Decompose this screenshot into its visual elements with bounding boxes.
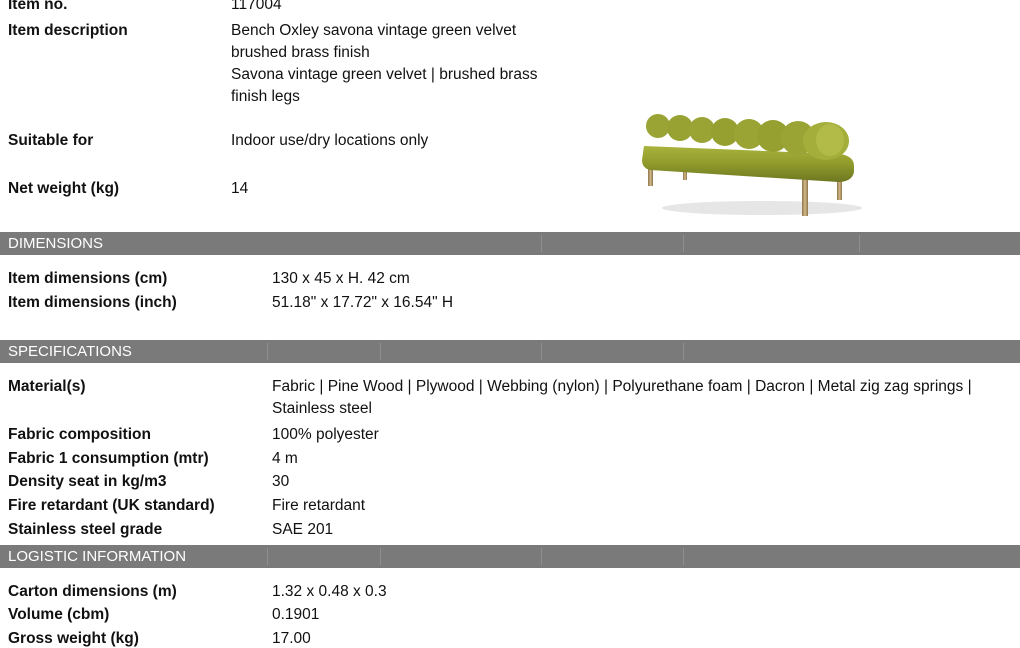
logistic-label: Carton dimensions (m)	[8, 583, 177, 600]
spec-value: 100% polyester	[272, 426, 379, 443]
bar-divider	[859, 235, 860, 252]
bench-product-image	[632, 104, 872, 224]
bar-divider	[541, 343, 542, 360]
section-title: LOGISTIC INFORMATION	[8, 548, 187, 565]
item-no-value: 117004	[231, 0, 282, 13]
spec-label: Stainless steel grade	[8, 521, 163, 538]
material-label: Material(s)	[8, 378, 86, 395]
dimension-label: Item dimensions (inch)	[8, 294, 177, 311]
dimension-label: Item dimensions (cm)	[8, 270, 168, 287]
section-bar-logistic	[0, 545, 1020, 568]
net-weight-label: Net weight (kg)	[8, 180, 120, 197]
spec-value: SAE 201	[272, 521, 334, 538]
logistic-value: 17.00	[272, 630, 311, 647]
spec-label: Fabric composition	[8, 426, 151, 443]
spec-value: Fire retardant	[272, 497, 366, 514]
net-weight-value: 14	[231, 180, 249, 197]
bar-divider	[683, 343, 684, 360]
bar-divider	[380, 343, 381, 360]
description-line: brushed brass finish	[231, 44, 370, 61]
section-title: SPECIFICATIONS	[8, 343, 132, 360]
section-title: DIMENSIONS	[8, 235, 104, 252]
section-bar-dimensions	[0, 232, 1020, 255]
bar-divider	[683, 235, 684, 252]
spec-label: Fire retardant (UK standard)	[8, 497, 215, 514]
item-description-label: Item description	[8, 22, 128, 39]
section-bar-specifications	[0, 340, 1020, 363]
spec-value: 4 m	[272, 450, 298, 467]
bar-divider	[541, 235, 542, 252]
dimension-value: 51.18" x 17.72" x 16.54" H	[272, 294, 454, 311]
item-description-value	[231, 20, 537, 108]
logistic-label: Gross weight (kg)	[8, 630, 139, 647]
logistic-label: Volume (cbm)	[8, 606, 110, 623]
spec-label: Fabric 1 consumption (mtr)	[8, 450, 209, 467]
description-line: finish legs	[231, 88, 300, 105]
bar-divider	[541, 548, 542, 565]
bar-divider	[267, 548, 268, 565]
spec-value: 30	[272, 473, 290, 490]
logistic-value: 1.32 x 0.48 x 0.3	[272, 583, 387, 600]
spec-label: Density seat in kg/m3	[8, 473, 167, 490]
bar-divider	[683, 548, 684, 565]
logistic-value: 0.1901	[272, 606, 320, 623]
suitable-for-label: Suitable for	[8, 132, 94, 149]
bar-divider	[380, 548, 381, 565]
item-no-label: Item no.	[8, 0, 68, 13]
dimension-value: 130 x 45 x H. 42 cm	[272, 270, 410, 287]
suitable-for-value: Indoor use/dry locations only	[231, 132, 429, 149]
description-line: Savona vintage green velvet | brushed brass	[231, 66, 538, 83]
material-line: Fabric | Pine Wood | Plywood | Webbing (nylon) | Polyurethane foam | Dacron | Metal zig zag springs |	[272, 378, 972, 395]
material-line: Stainless steel	[272, 400, 372, 417]
material-value	[272, 376, 972, 420]
bar-divider	[267, 343, 268, 360]
description-line: Bench Oxley savona vintage green velvet	[231, 22, 517, 39]
